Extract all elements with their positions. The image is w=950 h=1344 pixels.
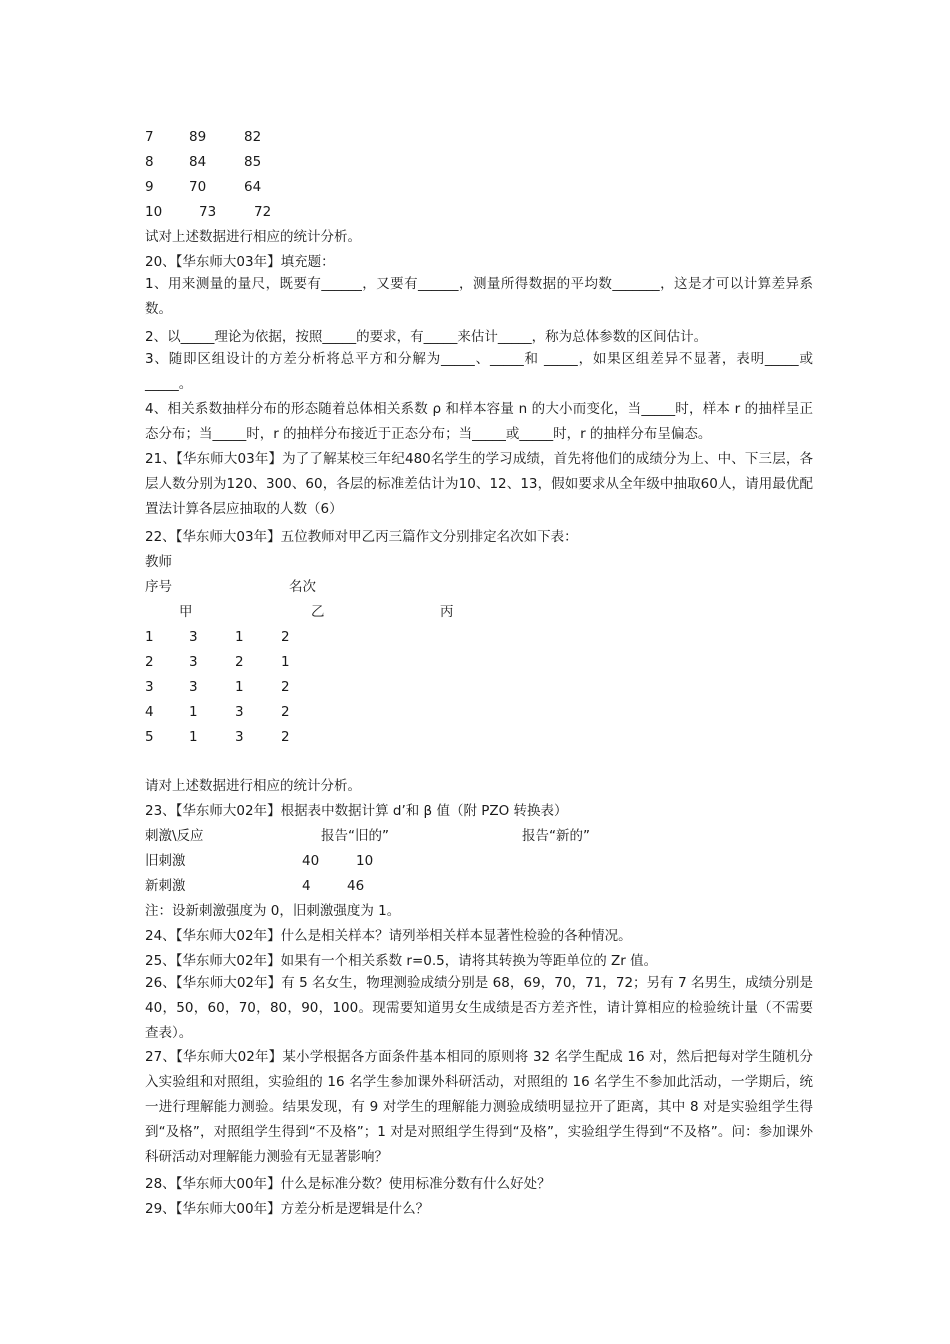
q22-head-teacher: 教师 (145, 554, 172, 570)
q22-r5-c4: 2 (281, 729, 290, 745)
q22-r2-c3: 2 (235, 654, 244, 670)
table1-r4-c2: 73 (199, 204, 217, 220)
q20-item3: 3、随即区组设计的方差分析将总平方和分解为_____、_____和 _____，如果区组差异不显著，表明_____或_____。 (145, 351, 813, 392)
q22-col-jia: 甲 (179, 604, 193, 620)
q23-r1-new: 10 (356, 853, 374, 869)
table1-r4-c1: 10 (145, 204, 163, 220)
q22-r4-c2: 1 (189, 704, 198, 720)
table1-r4-c3: 72 (254, 204, 272, 220)
q22-head-seq: 序号 (145, 579, 172, 595)
q23-title: 23、【华东师大02年】根据表中数据计算 d’和 β 值（附 PZO 转换表） (145, 803, 568, 819)
q23-head-old: 报告“旧的” (321, 828, 389, 844)
table1-r2-c2: 84 (189, 154, 207, 170)
table1-r3-c2: 70 (189, 179, 207, 195)
q23-r2-old: 4 (302, 878, 311, 894)
q22-r4-c4: 2 (281, 704, 290, 720)
q22-title: 22、【华东师大03年】五位教师对甲乙丙三篇作文分别排定名次如下表： (145, 529, 578, 545)
q23-note: 注：设新刺激强度为 0，旧刺激强度为 1。 (145, 903, 401, 919)
q23-r2-new: 46 (347, 878, 365, 894)
q22-r2-c2: 3 (189, 654, 198, 670)
table1-r1-c1: 7 (145, 129, 154, 145)
q28-text: 28、【华东师大00年】什么是标准分数？使用标准分数有什么好处？ (145, 1176, 551, 1192)
q22-col-bing: 丙 (440, 604, 454, 620)
q22-r4-c1: 4 (145, 704, 154, 720)
q22-head-rank: 名次 (289, 579, 316, 595)
q22-r1-c1: 1 (145, 629, 154, 645)
q22-r5-c2: 1 (189, 729, 198, 745)
q20-item2: 2、以_____理论为依据，按照_____的要求，有_____来估计_____，称为总体参数的区间估计。 (145, 329, 708, 345)
q29-text: 29、【华东师大00年】方差分析是逻辑是什么？ (145, 1201, 430, 1217)
q22-r4-c3: 3 (235, 704, 244, 720)
table1-r3-c3: 64 (244, 179, 262, 195)
q22-r5-c3: 3 (235, 729, 244, 745)
q27-text: 27、【华东师大02年】某小学根据各方面条件基本相同的原则将 32 名学生配成 16 对，然后把每对学生随机分入实验组和对照组，实验组的 16 名学生参加课外科研活动，对照组的 16 名学生不参加此活动，一学期后，统一进行理解能力测验。结果发现，有 9 对学生的理解能力测验成绩明显拉开了距离，其中 8 对是实验组学生得到“及格”，对照组学生得到“不及格”；1 对是对照组学生得到“及格”，实验组学生得到“不及格”。问：参加课外科研活动对理解能力测验有无显著影响？ (145, 1049, 813, 1165)
q22-r3-c2: 3 (189, 679, 198, 695)
q22-col-yi: 乙 (311, 604, 325, 620)
q22-r2-c1: 2 (145, 654, 154, 670)
table1-r2-c1: 8 (145, 154, 154, 170)
q24-text: 24、【华东师大02年】什么是相关样本？请列举相关样本显著性检验的各种情况。 (145, 928, 632, 944)
q25-text: 25、【华东师大02年】如果有一个相关系数 r=0.5，请将其转换为等距单位的 Zr 值。 (145, 953, 658, 969)
q20-title: 20、【华东师大03年】填充题： (145, 254, 335, 270)
q22-r3-c4: 2 (281, 679, 290, 695)
q21-text: 21、【华东师大03年】为了了解某校三年纪480名学生的学习成绩，首先将他们的成绩分为上、中、下三层，各层人数分别为120、300、60，各层的标准差估计为10、12、13，假如要求从全年级中抽取60人，请用最优配置法计算各层应抽取的人数（6） (145, 451, 813, 517)
q22-r2-c4: 1 (281, 654, 290, 670)
q22-r5-c1: 5 (145, 729, 154, 745)
q22-r3-c3: 1 (235, 679, 244, 695)
q22-instruction: 请对上述数据进行相应的统计分析。 (145, 778, 361, 794)
q22-r1-c4: 2 (281, 629, 290, 645)
q26-text: 26、【华东师大02年】有 5 名女生，物理测验成绩分别是 68，69，70，71，72；另有 7 名男生，成绩分别是 40，50，60，70，80，90，100。现需要知道男女生成绩是否方差齐性，请计算相应的检验统计量（不需要查表）。 (145, 975, 813, 1041)
q23-head-stim: 刺激\反应 (145, 828, 204, 844)
table1-r2-c3: 85 (244, 154, 262, 170)
q22-r1-c2: 3 (189, 629, 198, 645)
q23-r1-old: 40 (302, 853, 320, 869)
q23-r2-label: 新刺激 (145, 878, 186, 894)
q19-instruction: 试对上述数据进行相应的统计分析。 (145, 229, 361, 245)
table1-r3-c1: 9 (145, 179, 154, 195)
q20-item4: 4、相关系数抽样分布的形态随着总体相关系数 ρ 和样本容量 n 的大小而变化，当_____时，样本 r 的抽样呈正态分布；当_____时，r 的抽样分布接近于正态分布；当_____或_____时，r 的抽样分布呈偏态。 (145, 401, 813, 442)
table1-r1-c2: 89 (189, 129, 207, 145)
table1-r1-c3: 82 (244, 129, 262, 145)
q22-r1-c3: 1 (235, 629, 244, 645)
q22-r3-c1: 3 (145, 679, 154, 695)
q23-r1-label: 旧刺激 (145, 853, 186, 869)
q20-item1: 1、用来测量的量尺，既要有______，又要有______，测量所得数据的平均数_______，这是才可以计算差异系数。 (145, 276, 813, 317)
q23-head-new: 报告“新的” (522, 828, 590, 844)
